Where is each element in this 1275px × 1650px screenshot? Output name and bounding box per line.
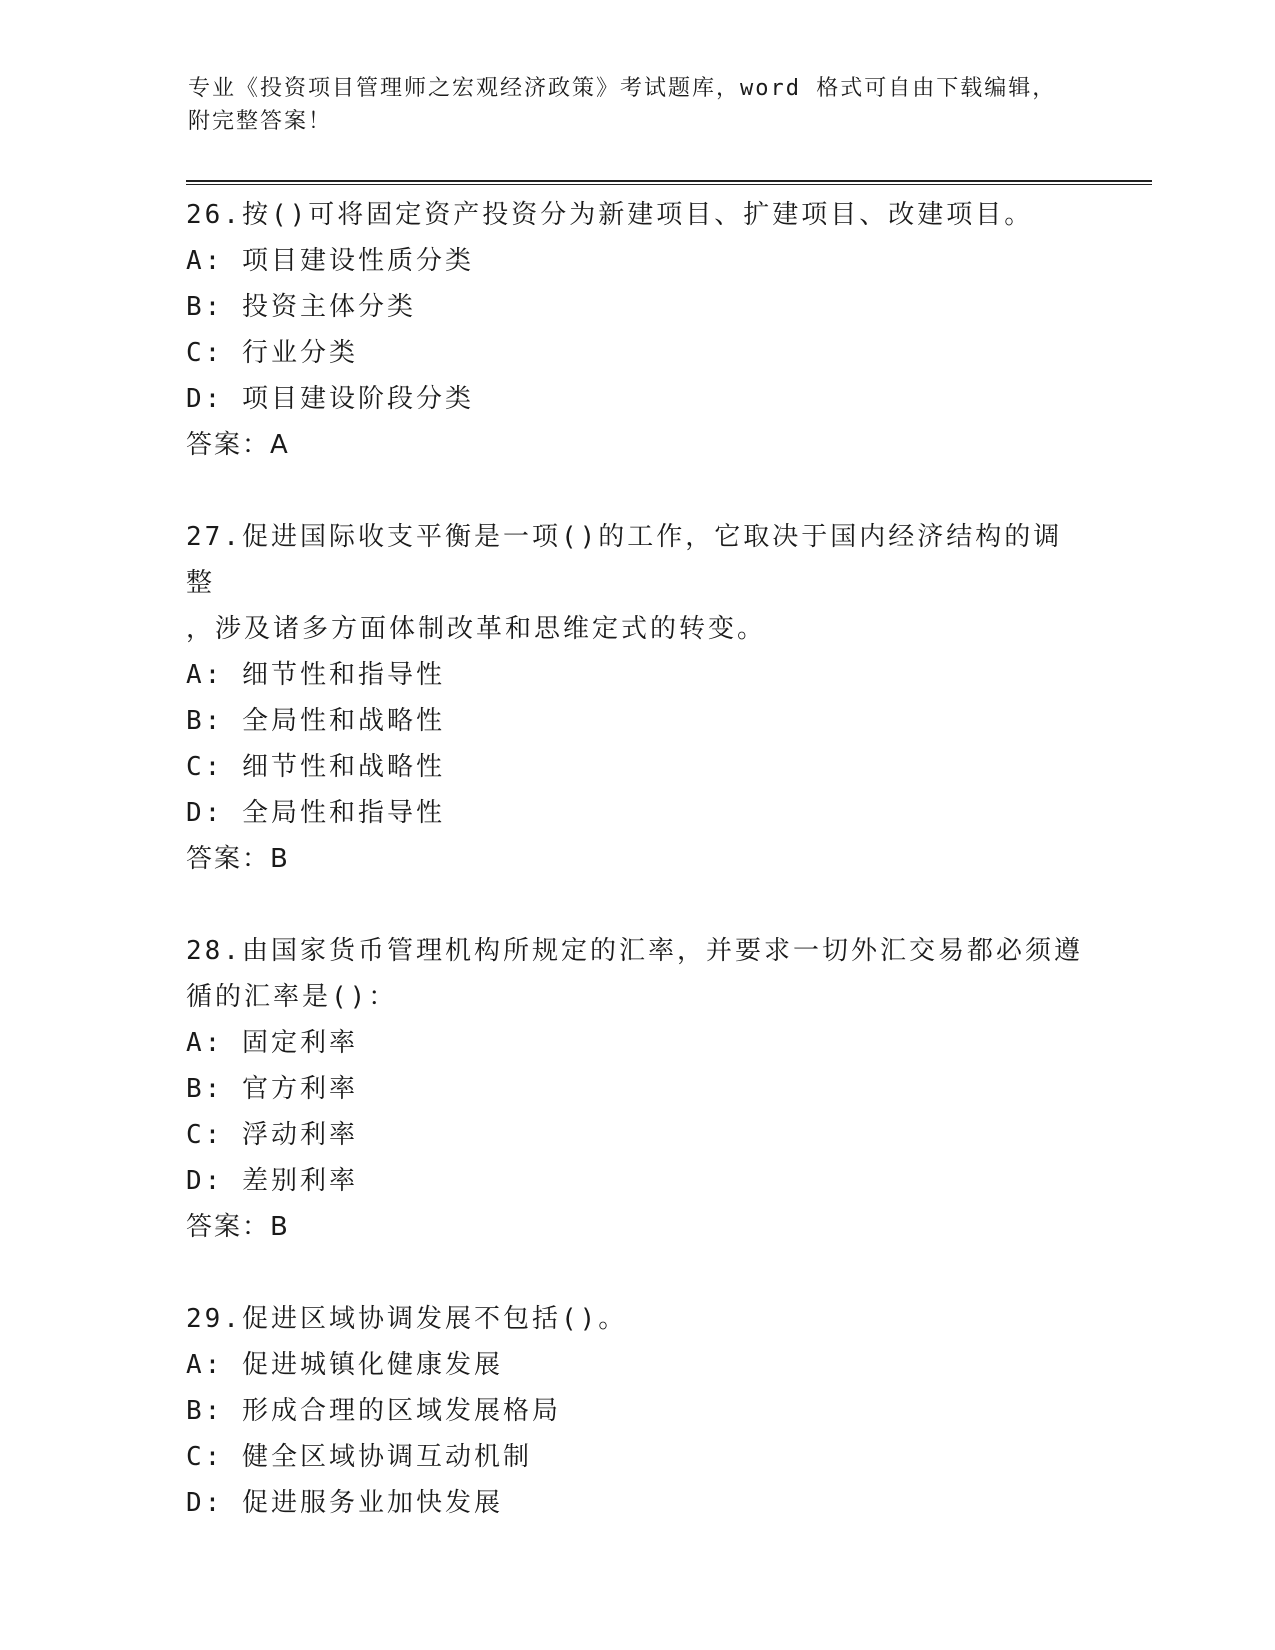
option-a: A: 细节性和指导性 (186, 660, 445, 690)
option-b: B: 投资主体分类 (186, 292, 416, 322)
question-stem-line-2: ，涉及诸多方面体制改革和思维定式的转变。 (186, 614, 767, 644)
option-d: D: 差别利率 (186, 1166, 358, 1196)
question-29 (186, 1296, 1086, 1526)
question-27 (186, 514, 1086, 882)
option-a: A: 固定利率 (186, 1028, 358, 1058)
document-header (188, 72, 1088, 138)
option-d: D: 促进服务业加快发展 (186, 1488, 503, 1518)
answer-label: 答案：A (186, 430, 290, 460)
option-d: D: 全局性和指导性 (186, 798, 445, 828)
question-stem-line-1: 27.促进国际收支平衡是一项()的工作，它取决于国内经济结构的调整 (186, 522, 1063, 598)
option-c: C: 行业分类 (186, 338, 358, 368)
option-c: C: 健全区域协调互动机制 (186, 1442, 532, 1472)
question-26 (186, 192, 1086, 468)
option-b: B: 全局性和战略性 (186, 706, 445, 736)
header-line-2: 附完整答案！ (188, 109, 333, 134)
question-list (186, 192, 1086, 1572)
option-d: D: 项目建设阶段分类 (186, 384, 474, 414)
option-c: C: 浮动利率 (186, 1120, 358, 1150)
option-b: B: 官方利率 (186, 1074, 358, 1104)
question-stem: 29.促进区域协调发展不包括()。 (186, 1304, 628, 1334)
question-stem-line-2: 循的汇率是()： (186, 982, 398, 1012)
header-divider-thin (186, 184, 1152, 185)
question-stem-line-1: 28.由国家货币管理机构所规定的汇率，并要求一切外汇交易都必须遵 (186, 936, 1083, 966)
option-b: B: 形成合理的区域发展格局 (186, 1396, 561, 1426)
header-line-1: 专业《投资项目管理师之宏观经济政策》考试题库，word 格式可自由下载编辑， (188, 76, 1057, 101)
header-divider (186, 180, 1152, 182)
question-28 (186, 928, 1086, 1250)
question-stem: 26.按()可将固定资产投资分为新建项目、扩建项目、改建项目。 (186, 200, 1034, 230)
option-c: C: 细节性和战略性 (186, 752, 445, 782)
option-a: A: 项目建设性质分类 (186, 246, 474, 276)
option-a: A: 促进城镇化健康发展 (186, 1350, 503, 1380)
answer-label: 答案：B (186, 844, 290, 874)
answer-label: 答案：B (186, 1212, 290, 1242)
